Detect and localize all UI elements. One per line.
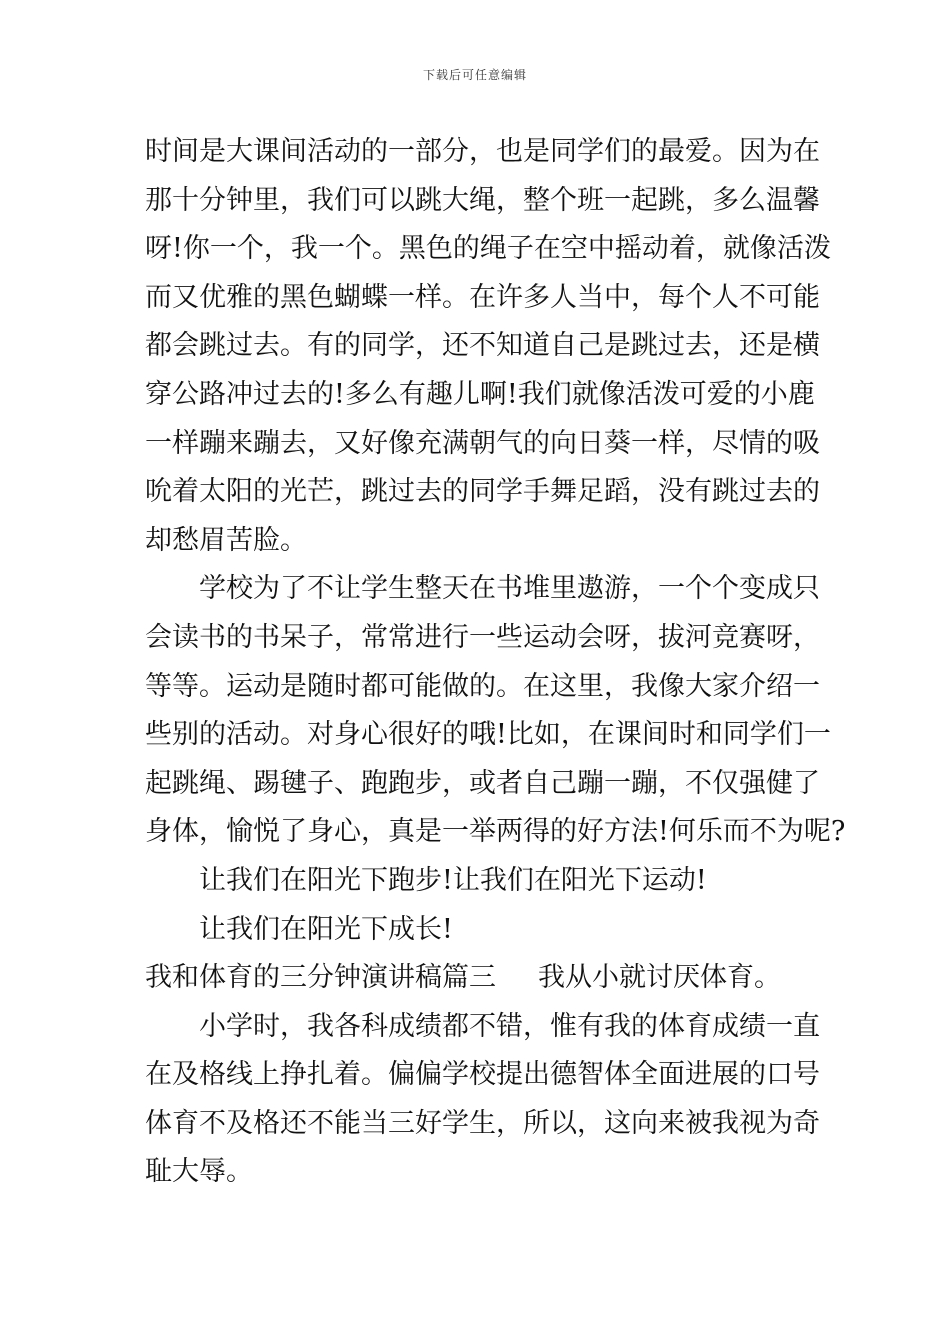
- text-line: 而又优雅的黑色蝴蝶一样。在许多人当中，每个人不可能: [145, 281, 820, 313]
- body-text: [145, 128, 846, 1197]
- text-line: 些别的活动。对身心很好的哦!比如，在课间时和同学们一: [145, 719, 831, 751]
- text-line: 等等。运动是随时都可能做的。在这里，我像大家介绍一: [145, 670, 820, 702]
- text-line: 耻大辱。: [145, 1156, 253, 1188]
- section-heading-line: [145, 954, 815, 1003]
- section-first-sentence: 我从小就讨厌体育。: [538, 962, 781, 994]
- text-line: 在及格线上挣扎着。偏偏学校提出德智体全面进展的口号: [145, 1059, 820, 1091]
- text-line: 会读书的书呆子，常常进行一些运动会呀，拔河竞赛呀，: [145, 621, 820, 653]
- text-line: 时间是大课间活动的一部分，也是同学们的最爱。因为在: [145, 136, 820, 167]
- text-line: 都会跳过去。有的同学，还不知道自己是跳过去，还是横: [145, 330, 820, 362]
- paragraph-start-line: 学校为了不让学生整天在书堆里遨游，一个个变成只: [199, 573, 820, 605]
- header-note: 下载后可任意编辑: [422, 68, 527, 82]
- text-line: 体育不及格还不能当三好学生，所以，这向来被我视为奇: [145, 1107, 820, 1139]
- text-line: 那十分钟里，我们可以跳大绳，整个班一起跳，多么温馨: [145, 184, 820, 216]
- text-line: 身体，愉悦了身心，真是一举两得的好方法!何乐而不为呢?: [145, 816, 846, 848]
- text-line: 吮着太阳的光芒，跳过去的同学手舞足蹈，没有跳过去的: [145, 476, 820, 508]
- text-line: 起跳绳、踢毽子、跑跑步，或者自己蹦一蹦，不仅强健了: [145, 767, 820, 799]
- section-title: 我和体育的三分钟演讲稿篇三: [145, 962, 496, 994]
- paragraph-start-line: 让我们在阳光下跑步!让我们在阳光下运动!: [199, 864, 707, 896]
- paragraph-start-line: 小学时，我各科成绩都不错，惟有我的体育成绩一直: [199, 1010, 820, 1042]
- text-line: 一样蹦来蹦去，又好像充满朝气的向日葵一样，尽情的吸: [145, 427, 820, 459]
- text-line: 却愁眉苦脸。: [145, 524, 307, 556]
- text-line: 呀!你一个，我一个。黑色的绳子在空中摇动着，就像活泼: [145, 233, 831, 265]
- text-line: 穿公路冲过去的!多么有趣儿啊!我们就像活泼可爱的小鹿: [145, 378, 815, 410]
- paragraph-start-line: 让我们在阳光下成长!: [199, 913, 453, 945]
